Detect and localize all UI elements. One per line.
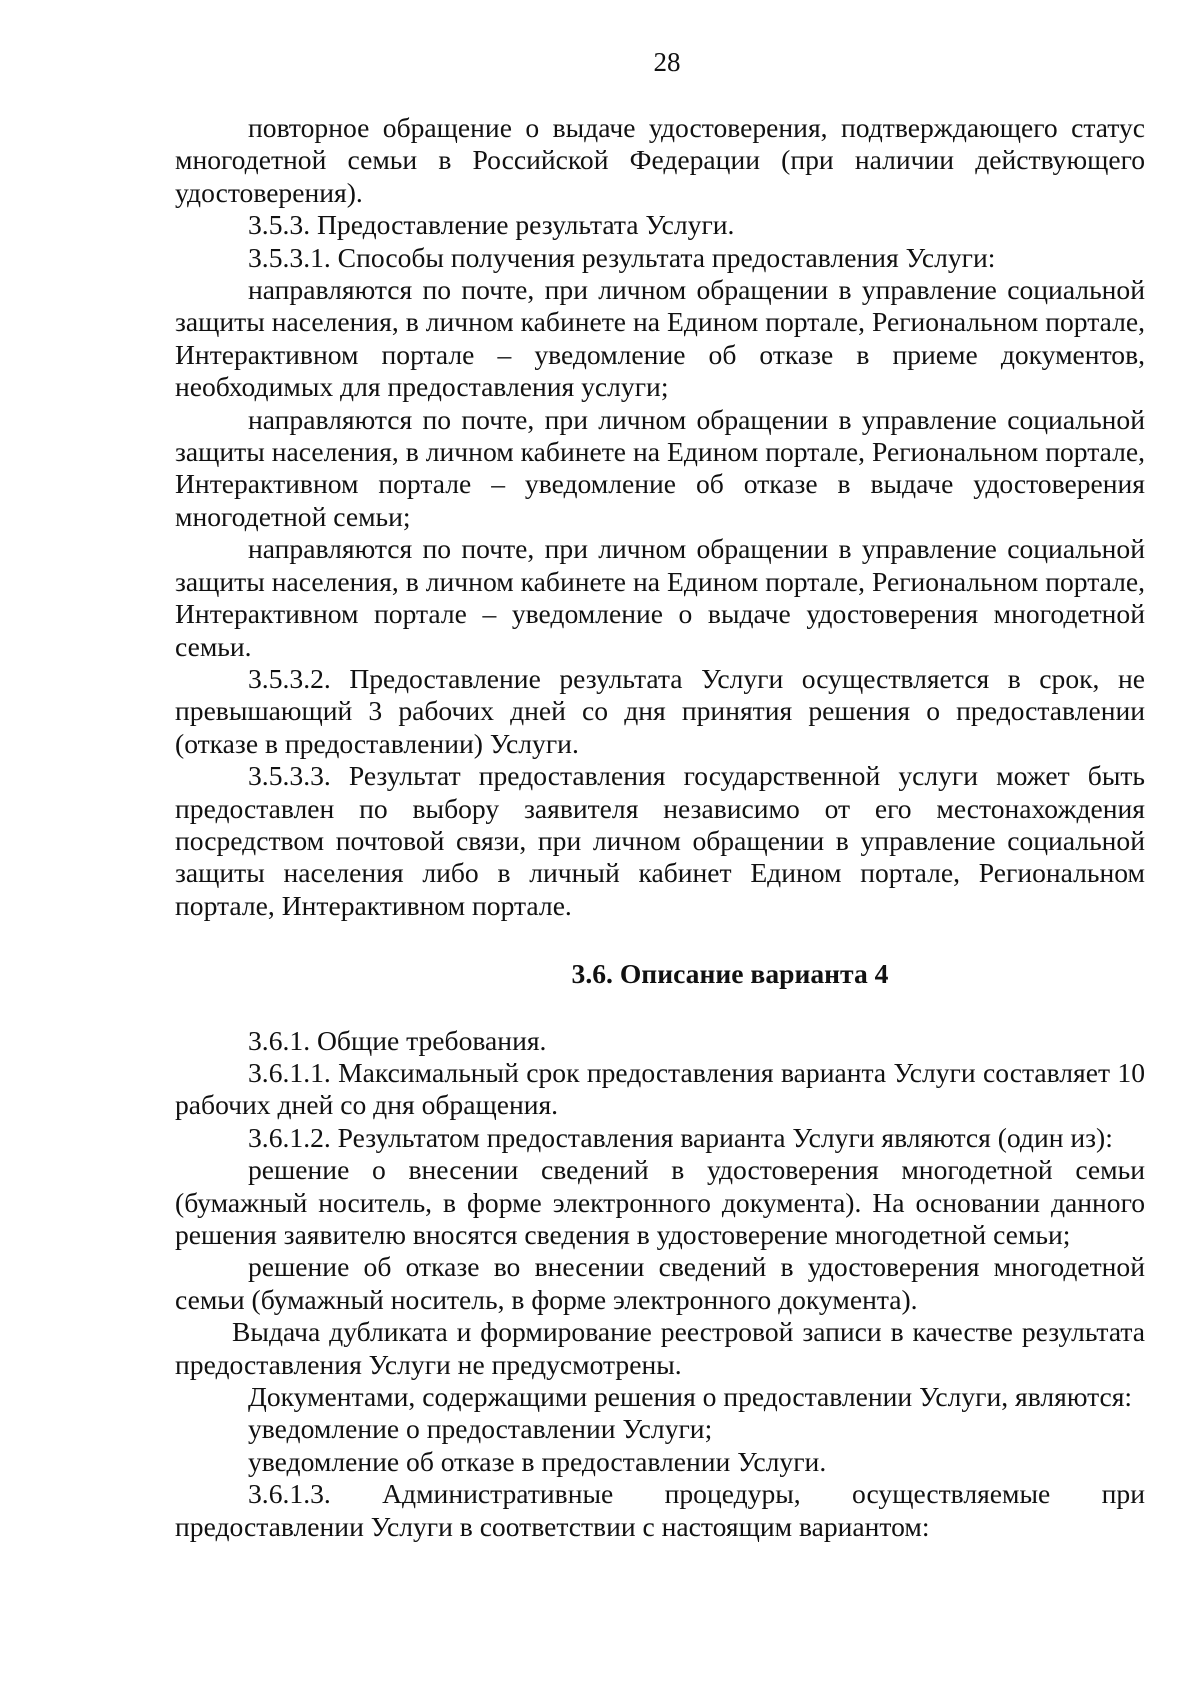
paragraph: решение об отказе во внесении сведений в удостоверения многодетной семьи (бумажный носитель, в форме электронного документа). <box>175 1251 1145 1315</box>
paragraph: 3.5.3.3. Результат предоставления государственной услуги может быть предоставлен по выбору заявителя независимо от его местонахождения посредством почтовой связи, при личном обращении в управление социальной защиты населения либо в личный кабинет Едином портале, Региональном портале, Интерактивном портале. <box>175 760 1145 921</box>
paragraph: Документами, содержащими решения о предоставлении Услуги, являются: <box>248 1381 1133 1413</box>
document-body <box>175 112 1145 1543</box>
paragraph: направляются по почте, при личном обращении в управление социальной защиты населения, в личном кабинете на Едином портале, Региональном портале, Интерактивном портале – уведомление о выдаче удостоверения многодетной семьи. <box>175 533 1145 662</box>
paragraph: 3.6.1.1. Максимальный срок предоставления варианта Услуги составляет 10 рабочих дней со дня обращения. <box>175 1056 1145 1121</box>
paragraph: Выдача дубликата и формирование реестровой записи в качестве результата предоставления Услуги не предусмотрены. <box>175 1316 1145 1380</box>
paragraph: 3.6.1. Общие требования. <box>248 1024 547 1056</box>
section-heading: 3.6. Описание варианта 4 <box>571 958 889 990</box>
paragraph: 3.6.1.2. Результатом предоставления варианта Услуги являются (один из): <box>248 1121 1113 1153</box>
paragraph: решение о внесении сведений в удостоверения многодетной семьи (бумажный носитель, в форме электронного документа). На основании данного решения заявителю вносятся сведения в удостоверение многодетной семьи; <box>175 1154 1145 1250</box>
paragraph: направляются по почте, при личном обращении в управление социальной защиты населения, в личном кабинете на Едином портале, Региональном портале, Интерактивном портале – уведомление об отказе в выдаче удостоверения многодетной семьи; <box>175 403 1145 532</box>
paragraph: уведомление о предоставлении Услуги; <box>248 1413 713 1445</box>
paragraph: направляются по почте, при личном обращении в управление социальной защиты населения, в личном кабинете на Едином портале, Региональном портале, Интерактивном портале – уведомление об отказе в приеме документов, необходимых для предоставления услуги; <box>175 274 1145 403</box>
paragraph: уведомление об отказе в предоставлении Услуги. <box>248 1445 827 1477</box>
page-number: 28 <box>653 47 681 77</box>
paragraph: повторное обращение о выдаче удостоверения, подтверждающего статус многодетной семьи в Российской Федерации (при наличии действующего удостоверения). <box>175 112 1145 208</box>
paragraph: 3.5.3.1. Способы получения результата предоставления Услуги: <box>248 241 996 273</box>
paragraph: 3.5.3.2. Предоставление результата Услуги осуществляется в срок, не превышающий 3 рабочих дней со дня принятия решения о предоставлении (отказе в предоставлении) Услуги. <box>175 662 1145 759</box>
paragraph: 3.5.3. Предоставление результата Услуги. <box>248 209 735 241</box>
paragraph: 3.6.1.3. Административные процедуры, осуществляемые при предоставлении Услуги в соответствии с настоящим вариантом: <box>175 1478 1145 1542</box>
